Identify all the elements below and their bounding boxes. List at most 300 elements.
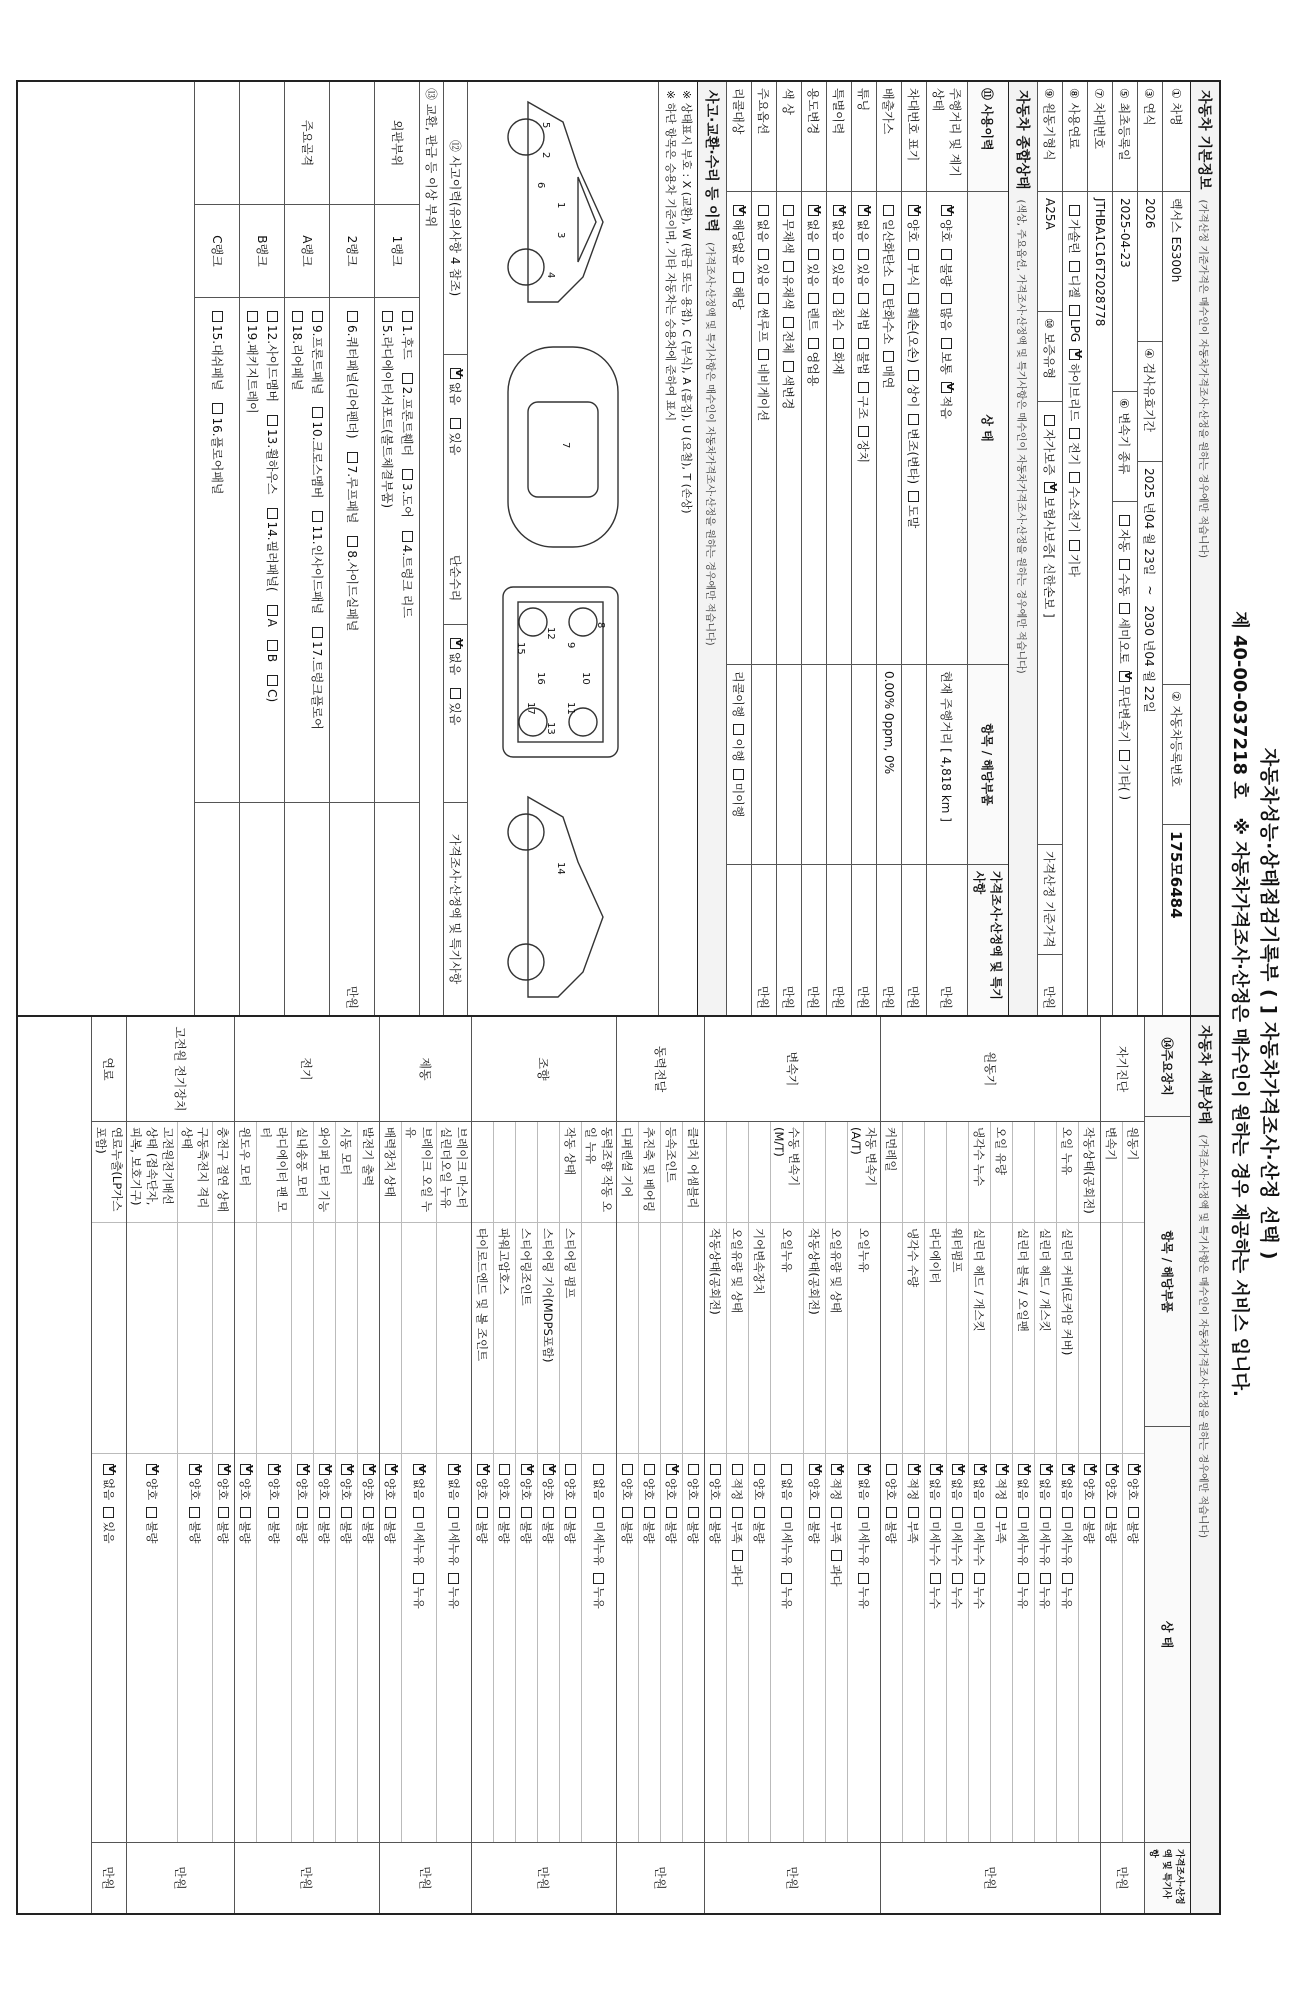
overall-row [826,82,851,1015]
rank-item-checkbox[interactable] [402,469,413,480]
overall-checkbox[interactable] [734,205,745,216]
detail-checkbox[interactable] [1084,1464,1095,1475]
overall-checkbox[interactable] [942,249,953,260]
rank-item-checkbox[interactable] [212,403,223,414]
detail-checkbox[interactable] [1106,1464,1117,1475]
overall-checkbox[interactable] [859,293,870,304]
detail-checkbox[interactable] [1040,1507,1051,1518]
transmission-checkbox[interactable] [1120,603,1131,614]
detail-option-label: 양호 [1082,1478,1097,1501]
detail-checkbox[interactable] [996,1464,1007,1475]
detail-item-name [538,1122,559,1223]
detail-checkbox[interactable] [363,1464,374,1475]
overall-checkbox[interactable] [909,370,920,381]
detail-checkbox[interactable] [240,1507,251,1518]
detail-item-name: 추진축 및 베어링 [639,1122,660,1223]
recall-option-label: 이행 [731,738,746,762]
detail-checkbox[interactable] [710,1507,721,1518]
detail-item-part [617,1223,638,1454]
overall-option [831,242,848,286]
basic-info-header [1190,82,1219,1015]
rank-item-checkbox[interactable] [312,311,323,322]
detail-option-label: 불량 [267,1521,281,1544]
detail-checkbox[interactable] [319,1507,330,1518]
rank-item [379,304,396,508]
detail-checkbox[interactable] [908,1464,919,1475]
detail-option-label: 없음 [972,1478,987,1501]
overall-checkbox[interactable] [784,205,795,216]
detail-item-name: 수동 변속기 (M/T) [771,1122,803,1223]
overall-option [906,363,923,407]
detail-option-label: 없음 [857,1478,871,1501]
overall-option [806,242,823,286]
detail-checkbox[interactable] [414,1573,425,1584]
rank-item-checkbox[interactable] [312,627,323,638]
detail-checkbox[interactable] [831,1507,842,1518]
warranty-checkbox[interactable] [1045,482,1056,493]
rank-item-checkbox[interactable] [347,452,358,463]
detail-option-label: 부족 [994,1521,1009,1544]
detail-checkbox[interactable] [886,1507,897,1518]
detail-option-label: 양호 [807,1478,822,1501]
rank-item [209,396,226,494]
detail-option-label: 양호 [145,1478,159,1501]
col-main-device: ⑭주요장치 [1145,1017,1190,1117]
detail-item-part [991,1223,1012,1454]
fuel-checkbox[interactable] [1070,540,1081,551]
detail-checkbox[interactable] [688,1464,699,1475]
detail-checkbox[interactable] [688,1507,699,1518]
detail-checkbox[interactable] [104,1464,115,1475]
detail-checkbox[interactable] [859,1464,870,1475]
engine-row [1037,82,1062,1015]
detail-checkbox[interactable] [1128,1507,1139,1518]
detail-item-state [881,1454,902,1842]
detail-option [708,1457,724,1500]
inspect-to: 2030 년04 월 22일 [1142,605,1157,713]
overall-title: 자동차 종합상태 [1014,90,1030,190]
detail-checkbox[interactable] [782,1464,793,1475]
overall-option [806,331,823,387]
detail-checkbox[interactable] [996,1507,1007,1518]
detail-checkbox[interactable] [269,1464,280,1475]
overall-checkbox[interactable] [809,205,820,216]
overall-checkbox[interactable] [759,293,770,304]
overall-option-label: 썬루프 [756,307,771,343]
overall-row-price: 만원 [781,985,796,1009]
detail-item-state [127,1454,177,1842]
detail-checkbox[interactable] [385,1464,396,1475]
overall-checkbox[interactable] [759,249,770,260]
detail-checkbox[interactable] [732,1550,743,1561]
detail-item [436,1122,471,1842]
detail-checkbox[interactable] [754,1507,765,1518]
simple-repair-options [444,625,467,802]
detail-checkbox[interactable] [908,1507,919,1518]
rank-item-label: C) [265,689,280,703]
transmission-checkbox[interactable] [1120,671,1131,682]
detail-checkbox[interactable] [974,1573,985,1584]
overall-option-label: 해당없음 [731,219,746,266]
detail-item-part: 실린더 헤드 / 개스킷 [969,1223,990,1454]
rank-item-label: 3.도어 [399,483,414,518]
col-usage-history: ⑪ 사용이력 [968,82,1008,192]
detail-checkbox[interactable] [594,1507,605,1518]
detail-checkbox[interactable] [499,1464,510,1475]
detail-checkbox[interactable] [190,1464,201,1475]
detail-item-state [235,1454,256,1842]
detail-checkbox[interactable] [449,1507,460,1518]
detail-option [101,1457,117,1500]
detail-checkbox[interactable] [297,1464,308,1475]
detail-checkbox[interactable] [147,1507,158,1518]
detail-checkbox[interactable] [1018,1507,1029,1518]
overall-checkbox[interactable] [859,382,870,393]
detail-item-part [92,1223,126,1454]
detail-checkbox[interactable] [930,1507,941,1518]
detail-checkbox[interactable] [952,1464,963,1475]
overall-option [881,344,898,388]
detail-checkbox[interactable] [218,1464,229,1475]
detail-group-body [617,1122,704,1842]
detail-option [1060,1566,1076,1609]
detail-option [266,1457,282,1500]
overall-checkbox[interactable] [884,351,895,362]
col-state: 상 태 [968,192,1008,665]
detail-checkbox[interactable] [1084,1507,1095,1518]
detail-item-part [683,1223,704,1454]
overall-checkbox[interactable] [942,293,953,304]
overall-checkbox[interactable] [884,284,895,295]
transmission-checkbox[interactable] [1120,559,1131,570]
overall-checkbox[interactable] [942,338,953,349]
detail-item-name: 라디에이터 팬 모터 [257,1122,291,1223]
detail-item-state [538,1454,559,1842]
detail-checkbox[interactable] [831,1550,842,1561]
car-frame-diagram [503,587,618,757]
trans-options [1113,502,1137,1015]
detail-checkbox[interactable] [754,1464,765,1475]
rank-item-label: 6.쿼터패널(리어펜더) [344,325,359,439]
detail-checkbox[interactable] [477,1464,488,1475]
detail-checkbox[interactable] [666,1464,677,1475]
detail-item [1034,1122,1056,1842]
overall-checkbox[interactable] [734,272,745,283]
detail-checkbox[interactable] [594,1464,605,1475]
detail-checkbox[interactable] [190,1507,201,1518]
overall-checkbox[interactable] [909,491,920,502]
rank-item-checkbox[interactable] [402,373,413,384]
detail-option-label: 과다 [829,1564,844,1587]
detail-checkbox[interactable] [449,1573,460,1584]
rank-item-label: 15.대쉬패널 [209,325,224,391]
detail-option-label: 양호 [267,1478,281,1501]
overall-option [881,277,898,344]
overall-checkbox[interactable] [884,205,895,216]
detail-option [339,1457,355,1500]
detail-item-name: 연료누출(LP가스포함) [92,1122,126,1223]
detail-checkbox[interactable] [1128,1464,1139,1475]
detail-item-state [683,1454,704,1842]
overall-checkbox[interactable] [859,426,870,437]
overall-checkbox[interactable] [909,249,920,260]
detail-checkbox[interactable] [1040,1573,1051,1584]
detail-checkbox[interactable] [644,1507,655,1518]
accident-checkbox[interactable] [450,418,461,429]
detail-checkbox[interactable] [782,1507,793,1518]
accident-checkbox[interactable] [450,368,461,379]
overall-row-price: 만원 [881,985,896,1009]
detail-checkbox[interactable] [297,1507,308,1518]
detail-checkbox[interactable] [666,1507,677,1518]
rank-row [284,82,329,1015]
fuel-checkbox[interactable] [1070,428,1081,439]
overall-option [939,198,956,242]
overall-checkbox[interactable] [834,293,845,304]
overall-checkbox[interactable] [834,205,845,216]
overall-checkbox[interactable] [909,205,920,216]
detail-checkbox[interactable] [385,1507,396,1518]
detail-checkbox[interactable] [565,1464,576,1475]
overall-row [801,82,826,1015]
overall-row-detail-text: 리콜이행 [731,671,746,718]
fuel-checkbox[interactable] [1070,261,1081,272]
rank-item-checkbox[interactable] [347,311,358,322]
overall-row-options [752,192,776,665]
detail-checkbox[interactable] [104,1507,115,1518]
overall-row [876,82,901,1015]
rank-item [264,304,281,402]
overall-option-label: 있음 [806,263,821,287]
detail-option [519,1457,535,1500]
rank-item-checkbox[interactable] [267,605,278,616]
detail-checkbox[interactable] [710,1464,721,1475]
rank-item-checkbox[interactable] [402,311,413,322]
detail-item-state [804,1454,825,1842]
rank-item-checkbox[interactable] [267,311,278,322]
simple-repair-checkbox[interactable] [450,688,461,699]
overall-checkbox[interactable] [784,261,795,272]
detail-checkbox[interactable] [859,1507,870,1518]
rank-item-checkbox[interactable] [312,407,323,418]
detail-checkbox[interactable] [543,1507,554,1518]
fuel-checkbox[interactable] [1070,205,1081,216]
detail-option [497,1500,513,1543]
detail-checkbox[interactable] [269,1507,280,1518]
detail-checkbox[interactable] [218,1507,229,1518]
detail-checkbox[interactable] [341,1464,352,1475]
detail-checkbox[interactable] [521,1507,532,1518]
rank-item [265,598,279,627]
detail-item [335,1122,357,1842]
detail-option-label: 불량 [563,1521,578,1544]
detail-option [807,1457,823,1500]
detail-checkbox[interactable] [952,1573,963,1584]
detail-checkbox[interactable] [886,1464,897,1475]
detail-option-label: 없음 [592,1478,606,1501]
detail-option-label: 양호 [519,1478,534,1501]
rank-item-checkbox[interactable] [212,311,223,322]
detail-checkbox[interactable] [1062,1464,1073,1475]
detail-checkbox[interactable] [1106,1507,1117,1518]
detail-checkbox[interactable] [732,1507,743,1518]
detail-checkbox[interactable] [414,1507,425,1518]
detail-option [950,1457,966,1500]
detail-checkbox[interactable] [732,1464,743,1475]
detail-checkbox[interactable] [477,1507,488,1518]
simple-repair-checkbox[interactable] [450,638,461,649]
rank-item [265,633,279,662]
detail-checkbox[interactable] [594,1573,605,1584]
detail-checkbox[interactable] [449,1464,460,1475]
recall-checkbox[interactable] [734,769,745,780]
detail-item-part: 오일누유 [771,1223,803,1454]
detail-item-name: 구동축전지 격리 상태 [178,1122,212,1223]
overall-option-label: 탄화수소 [881,297,896,345]
transmission-checkbox[interactable] [1120,515,1131,526]
overall-option [781,198,798,254]
detail-option-label: 있음 [102,1521,116,1544]
detail-option-label: 양호 [339,1478,354,1501]
detail-checkbox[interactable] [1062,1573,1073,1584]
rank-item-checkbox[interactable] [347,536,358,547]
detail-checkbox[interactable] [1018,1573,1029,1584]
detail-checkbox[interactable] [859,1573,870,1584]
rank-item-checkbox[interactable] [267,640,278,651]
overall-option-label: 렌트 [806,307,821,331]
detail-checkbox[interactable] [974,1507,985,1518]
document-title: 자동차성능·상태점검기록부 ( ] 자동차가격조사·산정 선택 ) [1258,747,1280,1261]
overall-checkbox[interactable] [909,293,920,304]
fuel-checkbox[interactable] [1070,349,1081,360]
detail-checkbox[interactable] [782,1573,793,1584]
detail-checkbox[interactable] [499,1507,510,1518]
detail-item-part: 스티어링조인트 [516,1223,537,1454]
detail-checkbox[interactable] [414,1464,425,1475]
detail-item [581,1122,616,1842]
detail-checkbox[interactable] [622,1507,633,1518]
warranty-checkbox[interactable] [1045,415,1056,426]
overall-checkbox[interactable] [859,249,870,260]
detail-checkbox[interactable] [809,1507,820,1518]
detail-item-state [402,1454,436,1842]
rank-item-checkbox[interactable] [267,675,278,686]
transmission-option-label: 수동 [1117,573,1132,597]
detail-checkbox[interactable] [1018,1464,1029,1475]
detail-checkbox[interactable] [644,1464,655,1475]
detail-checkbox[interactable] [240,1464,251,1475]
overall-header [1008,82,1037,1015]
overall-checkbox[interactable] [859,338,870,349]
rank-item-checkbox[interactable] [292,311,303,322]
detail-item-state [516,1454,537,1842]
overall-row-price [727,865,751,1015]
overall-checkbox[interactable] [834,338,845,349]
detail-item-state [947,1454,968,1842]
detail-option-label: 양호 [620,1478,635,1501]
rank-item-label: 2.프론트휀더 [399,386,414,457]
fuel-checkbox[interactable] [1070,472,1081,483]
detail-option [1038,1500,1054,1565]
detail-checkbox[interactable] [363,1507,374,1518]
detail-checkbox[interactable] [930,1573,941,1584]
fuel-checkbox[interactable] [1070,305,1081,316]
overall-row [926,82,967,1015]
rank-item-checkbox[interactable] [267,415,278,426]
detail-group-body [881,1122,1100,1842]
overall-checkbox[interactable] [942,382,953,393]
overall-checkbox[interactable] [784,361,795,372]
rank-item-checkbox[interactable] [267,508,278,519]
detail-option [829,1457,845,1500]
overall-option-label: 많음 [939,307,954,331]
rank-items [375,298,419,802]
detail-checkbox[interactable] [521,1464,532,1475]
transmission-checkbox[interactable] [1120,750,1131,761]
rank-item-checkbox[interactable] [312,511,323,522]
rank-item-label: 7.루프패널 [344,465,359,524]
detail-item-name: 동력조향 작동 오일 누유 [582,1122,616,1223]
detail-group-price: 만원 [472,1842,616,1913]
detail-checkbox[interactable] [319,1464,330,1475]
overall-checkbox[interactable] [834,249,845,260]
detail-checkbox[interactable] [147,1464,158,1475]
detail-checkbox[interactable] [1062,1507,1073,1518]
detail-checkbox[interactable] [831,1464,842,1475]
diagram-part-number: 3 [555,232,567,239]
detail-item [617,1122,638,1842]
overall-checkbox[interactable] [809,293,820,304]
overall-checkbox[interactable] [759,349,770,360]
detail-group-body [235,1122,379,1842]
detail-checkbox[interactable] [952,1507,963,1518]
rank-item-checkbox[interactable] [402,531,413,542]
detail-option [475,1457,491,1500]
overall-checkbox[interactable] [909,414,920,425]
detail-option-label: 미세누유 [857,1521,871,1566]
overall-checkbox[interactable] [809,338,820,349]
detail-checkbox[interactable] [1040,1464,1051,1475]
detail-item-name: 실내송풍 모터 [292,1122,313,1223]
warranty-option [1042,475,1059,617]
detail-group-body [705,1122,880,1842]
detail-checkbox[interactable] [543,1464,554,1475]
detail-checkbox[interactable] [622,1464,633,1475]
overall-checkbox[interactable] [809,249,820,260]
col-item: 항목 / 해당부품 [1145,1117,1190,1427]
detail-item-part [127,1223,177,1454]
detail-option [972,1500,988,1565]
detail-option [730,1543,746,1586]
detail-item [235,1122,256,1842]
detail-option-label: 양호 [497,1478,512,1501]
overall-option [856,286,873,330]
detail-checkbox[interactable] [341,1507,352,1518]
overall-checkbox[interactable] [859,205,870,216]
overall-checkbox[interactable] [784,317,795,328]
rank-item-checkbox[interactable] [382,311,393,322]
overall-option [756,342,773,421]
overall-checkbox[interactable] [759,205,770,216]
diagram-part-number: 15 [515,642,527,655]
rank-item-checkbox[interactable] [247,311,258,322]
detail-checkbox[interactable] [930,1464,941,1475]
detail-checkbox[interactable] [565,1507,576,1518]
recall-checkbox[interactable] [734,724,745,735]
detail-checkbox[interactable] [974,1464,985,1475]
overall-checkbox[interactable] [942,205,953,216]
detail-checkbox[interactable] [809,1464,820,1475]
